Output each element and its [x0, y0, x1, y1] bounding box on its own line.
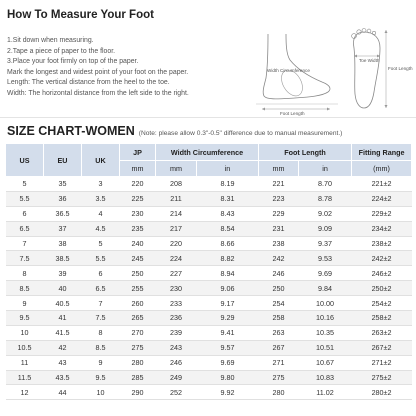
measure-instructions: [7, 36, 257, 100]
cell-foot-length-mm: 271: [259, 355, 299, 370]
header-foot-length: Foot Length: [259, 144, 352, 161]
cell-width-circ-in: 9.92: [197, 385, 259, 400]
cell-fitting-range: 280±2: [352, 385, 412, 400]
table-row: [6, 355, 412, 370]
cell-width-circ-in: 9.29: [197, 311, 259, 326]
cell-foot-length-mm: 242: [259, 251, 299, 266]
cell-eu-size: 43.5: [44, 370, 82, 385]
cell-width-circ-in: 9.69: [197, 355, 259, 370]
cell-width-circ-mm: 236: [156, 311, 197, 326]
cell-foot-length-in: 8.70: [299, 177, 352, 192]
header-wc-in: in: [197, 161, 259, 177]
cell-eu-size: 38: [44, 236, 82, 251]
cell-eu-size: 39: [44, 266, 82, 281]
cell-uk-size: 6: [82, 266, 120, 281]
cell-us-size: 9.5: [6, 311, 44, 326]
cell-foot-length-in: 9.69: [299, 266, 352, 281]
table-row: [6, 370, 412, 385]
cell-foot-length-mm: 263: [259, 325, 299, 340]
size-chart-note: (Note: please allow 0.3"-0.5" difference due to manual measurement.): [138, 130, 343, 137]
cell-eu-size: 36: [44, 191, 82, 206]
header-us: US: [6, 144, 44, 177]
cell-foot-length-in: 10.00: [299, 296, 352, 311]
cell-width-circ-in: 9.41: [197, 325, 259, 340]
cell-eu-size: 44: [44, 385, 82, 400]
cell-width-circ-in: 8.19: [197, 177, 259, 192]
cell-jp-mm: 250: [120, 266, 156, 281]
cell-width-circ-in: 9.17: [197, 296, 259, 311]
table-row: [6, 251, 412, 266]
cell-uk-size: 8: [82, 325, 120, 340]
header-fl-mm: mm: [259, 161, 299, 177]
cell-foot-length-mm: 229: [259, 206, 299, 221]
cell-eu-size: 36.5: [44, 206, 82, 221]
cell-us-size: 7.5: [6, 251, 44, 266]
cell-width-circ-mm: 217: [156, 221, 197, 236]
foot-length-label: Foot Length: [280, 111, 305, 116]
cell-us-size: 8: [6, 266, 44, 281]
cell-uk-size: 4: [82, 206, 120, 221]
cell-eu-size: 40.5: [44, 296, 82, 311]
table-row: [6, 385, 412, 400]
cell-foot-length-mm: 246: [259, 266, 299, 281]
cell-width-circ-mm: 252: [156, 385, 197, 400]
cell-jp-mm: 280: [120, 355, 156, 370]
table-row: [6, 177, 412, 192]
section-divider: [0, 117, 416, 118]
cell-width-circ-mm: 233: [156, 296, 197, 311]
cell-width-circ-mm: 246: [156, 355, 197, 370]
measure-title: How To Measure Your Foot: [7, 9, 154, 21]
cell-foot-length-mm: 275: [259, 370, 299, 385]
size-chart-heading: [7, 122, 342, 138]
cell-jp-mm: 260: [120, 296, 156, 311]
cell-fitting-range: 275±2: [352, 370, 412, 385]
cell-width-circ-mm: 249: [156, 370, 197, 385]
cell-us-size: 12: [6, 385, 44, 400]
cell-foot-length-mm: 223: [259, 191, 299, 206]
cell-fitting-range: 267±2: [352, 340, 412, 355]
cell-foot-length-mm: 221: [259, 177, 299, 192]
cell-uk-size: 7.5: [82, 311, 120, 326]
measure-section: [0, 0, 416, 118]
cell-foot-length-in: 10.35: [299, 325, 352, 340]
cell-foot-length-mm: 280: [259, 385, 299, 400]
cell-width-circ-mm: 239: [156, 325, 197, 340]
cell-jp-mm: 235: [120, 221, 156, 236]
size-chart-body: [6, 177, 412, 400]
cell-us-size: 11.5: [6, 370, 44, 385]
cell-jp-mm: 220: [120, 177, 156, 192]
table-row: [6, 221, 412, 236]
cell-jp-mm: 275: [120, 340, 156, 355]
cell-fitting-range: 250±2: [352, 281, 412, 296]
cell-jp-mm: 245: [120, 251, 156, 266]
cell-us-size: 10: [6, 325, 44, 340]
cell-uk-size: 3: [82, 177, 120, 192]
header-uk: UK: [82, 144, 120, 177]
cell-jp-mm: 240: [120, 236, 156, 251]
cell-foot-length-in: 10.83: [299, 370, 352, 385]
cell-width-circ-in: 9.80: [197, 370, 259, 385]
instruction-step: 2.Tape a piece of paper to the floor.: [7, 47, 116, 55]
table-row: [6, 340, 412, 355]
cell-width-circ-mm: 230: [156, 281, 197, 296]
cell-uk-size: 9.5: [82, 370, 120, 385]
cell-us-size: 9: [6, 296, 44, 311]
width-circumference-label: Width Circumference: [267, 68, 310, 73]
table-row: [6, 206, 412, 221]
cell-jp-mm: 290: [120, 385, 156, 400]
instruction-step: Length: The vertical distance from the heel to the toe.: [7, 79, 170, 87]
cell-foot-length-in: 8.78: [299, 191, 352, 206]
header-fl-in: in: [299, 161, 352, 177]
cell-jp-mm: 270: [120, 325, 156, 340]
cell-width-circ-mm: 214: [156, 206, 197, 221]
cell-foot-length-in: 9.02: [299, 206, 352, 221]
instruction-step: Mark the longest and widest point of your foot on the paper.: [7, 68, 189, 76]
cell-us-size: 5.5: [6, 191, 44, 206]
cell-width-circ-in: 9.57: [197, 340, 259, 355]
table-row: [6, 296, 412, 311]
table-row: [6, 325, 412, 340]
header-fitting-unit: (mm): [352, 161, 412, 177]
header-jp: JP: [120, 144, 156, 161]
cell-width-circ-in: 9.06: [197, 281, 259, 296]
cell-fitting-range: 246±2: [352, 266, 412, 281]
cell-foot-length-in: 10.67: [299, 355, 352, 370]
header-eu: EU: [44, 144, 82, 177]
cell-fitting-range: 224±2: [352, 191, 412, 206]
cell-width-circ-mm: 211: [156, 191, 197, 206]
cell-width-circ-in: 8.82: [197, 251, 259, 266]
cell-foot-length-mm: 258: [259, 311, 299, 326]
instruction-step: 1.Sit down when measuring.: [7, 37, 94, 44]
table-row: [6, 191, 412, 206]
foot-length-vertical-label: Foot Length: [388, 66, 413, 71]
cell-uk-size: 8.5: [82, 340, 120, 355]
cell-foot-length-in: 9.37: [299, 236, 352, 251]
header-jp-unit: mm: [120, 161, 156, 177]
cell-width-circ-mm: 220: [156, 236, 197, 251]
cell-foot-length-in: 9.09: [299, 221, 352, 236]
cell-uk-size: 7: [82, 296, 120, 311]
cell-eu-size: 35: [44, 177, 82, 192]
cell-fitting-range: 254±2: [352, 296, 412, 311]
instruction-step: Width: The horizontal distance from the left side to the right.: [7, 89, 189, 97]
table-row: [6, 266, 412, 281]
cell-us-size: 5: [6, 177, 44, 192]
header-wc-mm: mm: [156, 161, 197, 177]
cell-eu-size: 42: [44, 340, 82, 355]
cell-us-size: 6.5: [6, 221, 44, 236]
cell-width-circ-in: 8.66: [197, 236, 259, 251]
cell-width-circ-mm: 208: [156, 177, 197, 192]
cell-eu-size: 40: [44, 281, 82, 296]
cell-fitting-range: 242±2: [352, 251, 412, 266]
cell-foot-length-mm: 231: [259, 221, 299, 236]
foot-measure-illustration: [250, 26, 412, 116]
cell-foot-length-in: 10.51: [299, 340, 352, 355]
table-row: [6, 236, 412, 251]
cell-jp-mm: 230: [120, 206, 156, 221]
cell-foot-length-in: 9.84: [299, 281, 352, 296]
instruction-step: 3.Place your foot firmly on top of the paper.: [7, 58, 139, 66]
cell-eu-size: 38.5: [44, 251, 82, 266]
cell-us-size: 10.5: [6, 340, 44, 355]
cell-width-circ-in: 8.94: [197, 266, 259, 281]
cell-width-circ-in: 8.54: [197, 221, 259, 236]
cell-uk-size: 3.5: [82, 191, 120, 206]
cell-foot-length-mm: 238: [259, 236, 299, 251]
cell-jp-mm: 255: [120, 281, 156, 296]
cell-foot-length-in: 11.02: [299, 385, 352, 400]
cell-uk-size: 6.5: [82, 281, 120, 296]
cell-us-size: 7: [6, 236, 44, 251]
cell-us-size: 6: [6, 206, 44, 221]
header-fitting-range: Fitting Range: [352, 144, 412, 161]
cell-eu-size: 41: [44, 311, 82, 326]
cell-foot-length-in: 9.53: [299, 251, 352, 266]
toe-width-label: Toe Width: [359, 58, 380, 63]
cell-width-circ-in: 8.43: [197, 206, 259, 221]
cell-fitting-range: 263±2: [352, 325, 412, 340]
cell-uk-size: 10: [82, 385, 120, 400]
cell-eu-size: 41.5: [44, 325, 82, 340]
cell-eu-size: 43: [44, 355, 82, 370]
table-row: [6, 311, 412, 326]
cell-fitting-range: 234±2: [352, 221, 412, 236]
cell-uk-size: 5: [82, 236, 120, 251]
cell-width-circ-mm: 224: [156, 251, 197, 266]
cell-foot-length-in: 10.16: [299, 311, 352, 326]
header-width-circumference: Width Circumference: [156, 144, 259, 161]
cell-fitting-range: 229±2: [352, 206, 412, 221]
cell-width-circ-mm: 227: [156, 266, 197, 281]
cell-us-size: 8.5: [6, 281, 44, 296]
cell-jp-mm: 225: [120, 191, 156, 206]
cell-uk-size: 4.5: [82, 221, 120, 236]
cell-jp-mm: 285: [120, 370, 156, 385]
cell-fitting-range: 258±2: [352, 311, 412, 326]
cell-width-circ-in: 8.31: [197, 191, 259, 206]
cell-foot-length-mm: 254: [259, 296, 299, 311]
cell-foot-length-mm: 250: [259, 281, 299, 296]
cell-fitting-range: 238±2: [352, 236, 412, 251]
table-row: [6, 281, 412, 296]
cell-uk-size: 5.5: [82, 251, 120, 266]
cell-uk-size: 9: [82, 355, 120, 370]
cell-us-size: 11: [6, 355, 44, 370]
cell-eu-size: 37: [44, 221, 82, 236]
size-chart-title: SIZE CHART-WOMEN: [7, 124, 135, 138]
cell-jp-mm: 265: [120, 311, 156, 326]
cell-fitting-range: 271±2: [352, 355, 412, 370]
size-chart-table: [5, 143, 412, 400]
cell-fitting-range: 221±2: [352, 177, 412, 192]
cell-foot-length-mm: 267: [259, 340, 299, 355]
cell-width-circ-mm: 243: [156, 340, 197, 355]
